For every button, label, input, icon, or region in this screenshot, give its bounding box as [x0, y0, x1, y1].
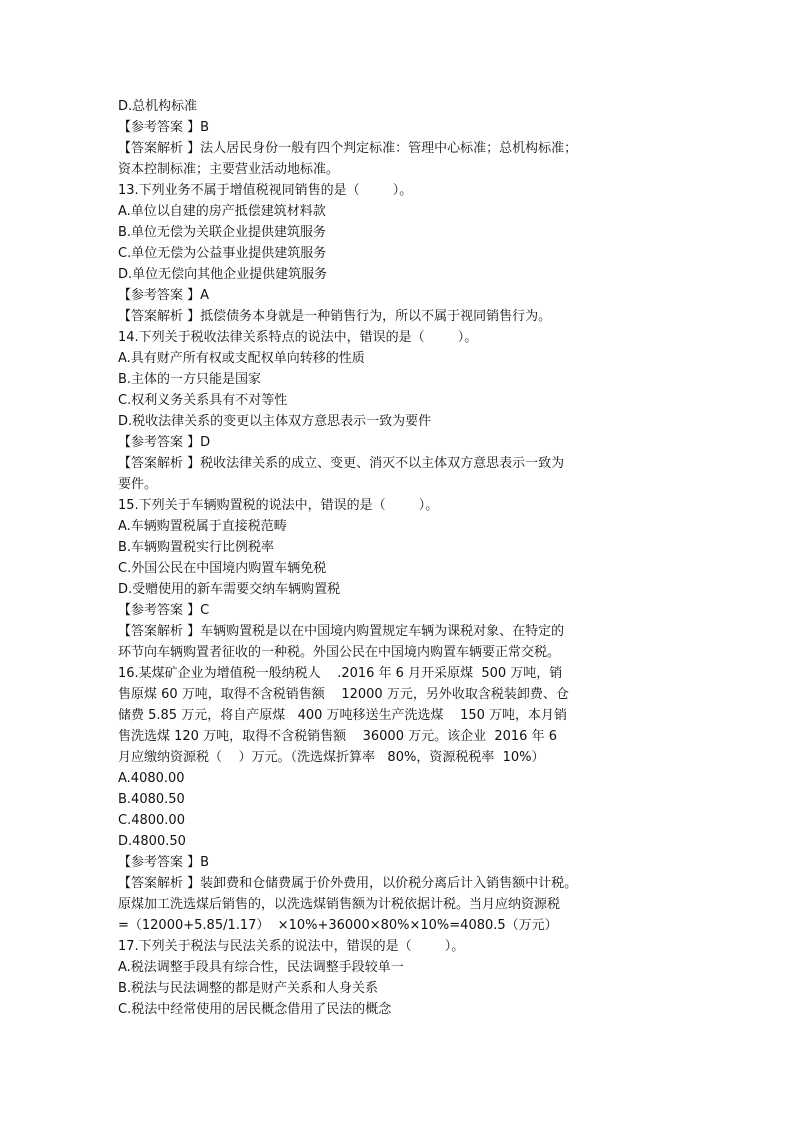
option-a: A.单位以自建的房产抵偿建筑材料款 [118, 204, 326, 219]
question-16: 月应缴纳资源税（ ）万元。（洗选煤折算率 80%，资源税税率 10%） [118, 750, 545, 765]
document-page [118, 96, 688, 1020]
question-16: 16.某煤矿企业为增值税一般纳税人 .2016 年 6 月开采原煤 500 万吨，销 [118, 666, 563, 681]
text-line: D.总机构标准 [118, 99, 198, 114]
option-b: B.税法与民法调整的都是财产关系和人身关系 [118, 981, 379, 996]
option-a: A.税法调整手段具有综合性，民法调整手段较单一 [118, 960, 404, 975]
answer-line: 【参考答案 】D [118, 435, 211, 450]
question-16: 售原煤 60 万吨，取得不含税销售额 12000 万元，另外收取含税装卸费、仓 [118, 687, 569, 702]
explanation-line: 【答案解析 】车辆购置税是以在中国境内购置规定车辆为课税对象、在特定的 [118, 624, 565, 639]
explanation-line: 【答案解析 】法人居民身份一般有四个判定标准：管理中心标准；总机构标准； [118, 141, 578, 156]
option-d: D.单位无偿向其他企业提供建筑服务 [118, 267, 328, 282]
option-b: B.单位无偿为关联企业提供建筑服务 [118, 225, 327, 240]
option-c: C.税法中经常使用的居民概念借用了民法的概念 [118, 1002, 392, 1017]
option-b: B.主体的一方只能是国家 [118, 372, 262, 387]
explanation-line: 环节向车辆购置者征收的一种税。外国公民在中国境内购置车辆要正常交税。 [118, 645, 561, 660]
option-c: C.外国公民在中国境内购置车辆免税 [118, 561, 327, 576]
explanation-line: 【答案解析 】税收法律关系的成立、变更、消灭不以主体双方意思表示一致为 [118, 456, 565, 471]
option-c: C.权利义务关系具有不对等性 [118, 393, 288, 408]
option-d: D.4800.50 [118, 834, 186, 849]
answer-line: 【参考答案 】B [118, 120, 210, 135]
option-a: A.车辆购置税属于直接税范畴 [118, 519, 287, 534]
option-a: A.4080.00 [118, 771, 185, 786]
question-14: 14.下列关于税收法律关系特点的说法中，错误的是（ ）。 [118, 330, 478, 345]
answer-line: 【参考答案 】C [118, 603, 210, 618]
option-c: C.4800.00 [118, 813, 185, 828]
question-15: 15.下列关于车辆购置税的说法中，错误的是（ ）。 [118, 498, 439, 513]
question-16: 储费 5.85 万元，将自产原煤 400 万吨移送生产洗选煤 150 万吨，本月销 [118, 708, 568, 723]
option-d: D.税收法律关系的变更以主体双方意思表示一致为要件 [118, 414, 432, 429]
question-16: 售洗选煤 120 万吨，取得不含税销售额 36000 万元。该企业 2016 年 6 [118, 729, 557, 744]
option-b: B.车辆购置税实行比例税率 [118, 540, 275, 555]
option-d: D.受赠使用的新车需要交纳车辆购置税 [118, 582, 341, 597]
answer-line: 【参考答案 】B [118, 855, 210, 870]
option-c: C.单位无偿为公益事业提供建筑服务 [118, 246, 327, 261]
question-13: 13.下列业务不属于增值税视同销售的是（ ）。 [118, 183, 413, 198]
explanation-line: 【答案解析 】抵偿债务本身就是一种销售行为，所以不属于视同销售行为。 [118, 309, 552, 324]
option-b: B.4080.50 [118, 792, 185, 807]
explanation-line: =（12000+5.85/1.17） ×10%+36000×80%×10%=4080.5（万元） [118, 918, 558, 933]
question-17: 17.下列关于税法与民法关系的说法中，错误的是（ ）。 [118, 939, 465, 954]
option-a: A.具有财产所有权或支配权单向转移的性质 [118, 351, 365, 366]
explanation-line: 【答案解析 】装卸费和仓储费属于价外费用，以价税分离后计入销售额中计税。 [118, 876, 578, 891]
answer-line: 【参考答案 】A [118, 288, 210, 303]
explanation-line: 要件。 [118, 477, 158, 492]
explanation-line: 资本控制标准；主要营业活动地标准。 [118, 162, 340, 177]
explanation-line: 原煤加工洗选煤后销售的，以洗选煤销售额为计税依据计税。当月应纳资源税 [118, 897, 561, 912]
